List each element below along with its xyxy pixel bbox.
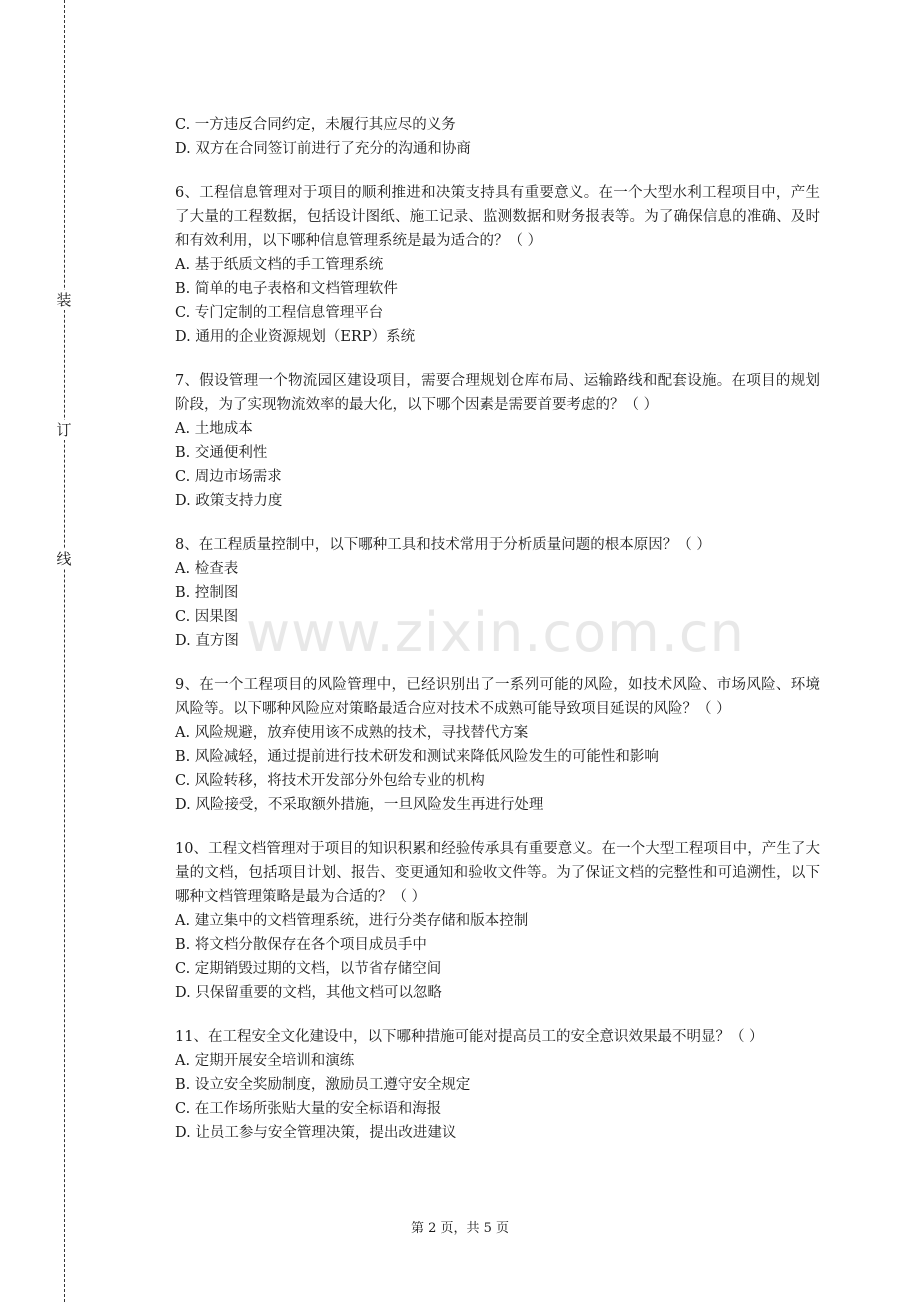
question-8 [175,533,820,653]
option-item: A. 土地成本 [175,421,253,437]
question-11 [175,1025,820,1145]
question-text: 11、在工程安全文化建设中，以下哪种措施可能对提高员工的安全意识效果最不明显？（ ） [175,1029,764,1045]
continuation-block [175,113,820,161]
option-item: D. 让员工参与安全管理决策，提出改进建议 [175,1125,457,1141]
option-item: D. 直方图 [175,633,239,649]
option-item: D. 双方在合同签订前进行了充分的沟通和协商 [175,141,471,157]
option-item: B. 设立安全奖励制度，激励员工遵守安全规定 [175,1077,471,1093]
question-text: 6、工程信息管理对于项目的顺利推进和决策支持具有重要意义。在一个大型水利工程项目中，产生了大量的工程数据，包括设计图纸、施工记录、监测数据和财务报表等。为了确保信息的准确、及时和有效利用，以下哪种信息管理系统是最为适合的？（ ） [175,185,820,249]
question-9 [175,673,820,817]
option-item: B. 交通便利性 [175,445,268,461]
option-item: B. 风险减轻，通过提前进行技术研发和测试来降低风险发生的可能性和影响 [175,749,659,765]
question-10 [175,837,820,1005]
option-item: D. 只保留重要的文档，其他文档可以忽略 [175,985,442,1001]
page-footer: 第 2 页，共 5 页 [410,1221,510,1236]
binding-dashed-line [64,0,65,1302]
option-item: C. 定期销毁过期的文档，以节省存储空间 [175,961,442,977]
option-item: A. 定期开展安全培训和演练 [175,1053,355,1069]
option-item: A. 风险规避，放弃使用该不成熟的技术，寻找替代方案 [175,725,529,741]
option-item: D. 政策支持力度 [175,493,283,509]
binding-char-zhuang: 装 [54,290,74,310]
question-7 [175,369,820,513]
binding-char-ding: 订 [54,420,74,440]
option-item: D. 风险接受，不采取额外措施，一旦风险发生再进行处理 [175,797,544,813]
option-item: B. 将文档分散保存在各个项目成员手中 [175,937,427,953]
option-item: C. 在工作场所张贴大量的安全标语和海报 [175,1101,442,1117]
option-item: C. 因果图 [175,609,239,625]
option-item: A. 基于纸质文档的手工管理系统 [175,257,384,273]
option-item: C. 一方违反合同约定，未履行其应尽的义务 [175,117,456,133]
binding-char-xian: 线 [54,549,74,569]
option-item: A. 检查表 [175,561,239,577]
question-text: 8、在工程质量控制中，以下哪种工具和技术常用于分析质量问题的根本原因？（ ） [175,537,711,553]
question-6 [175,181,820,349]
option-item: B. 简单的电子表格和文档管理软件 [175,281,398,297]
option-item: B. 控制图 [175,585,239,601]
question-content [175,113,820,1165]
option-item: C. 风险转移，将技术开发部分外包给专业的机构 [175,773,485,789]
question-text: 9、在一个工程项目的风险管理中，已经识别出了一系列可能的风险，如技术风险、市场风险、环境风险等。以下哪种风险应对策略最适合应对技术不成熟可能导致项目延误的风险？（ ） [175,677,820,717]
option-item: D. 通用的企业资源规划（ERP）系统 [175,329,416,345]
option-item: C. 专门定制的工程信息管理平台 [175,305,384,321]
option-item: A. 建立集中的文档管理系统，进行分类存储和版本控制 [175,913,529,929]
option-item: C. 周边市场需求 [175,469,282,485]
question-text: 7、假设管理一个物流园区建设项目，需要合理规划仓库布局、运输路线和配套设施。在项目的规划阶段，为了实现物流效率的最大化，以下哪个因素是需要首要考虑的？（ ） [175,373,820,413]
question-text: 10、工程文档管理对于项目的知识积累和经验传承具有重要意义。在一个大型工程项目中，产生了大量的文档，包括项目计划、报告、变更通知和验收文件等。为了保证文档的完整性和可追溯性，以下哪种文档管理策略是最为合适的？（ ） [175,841,820,905]
watermark: www.zixin.com.cn [246,601,745,664]
